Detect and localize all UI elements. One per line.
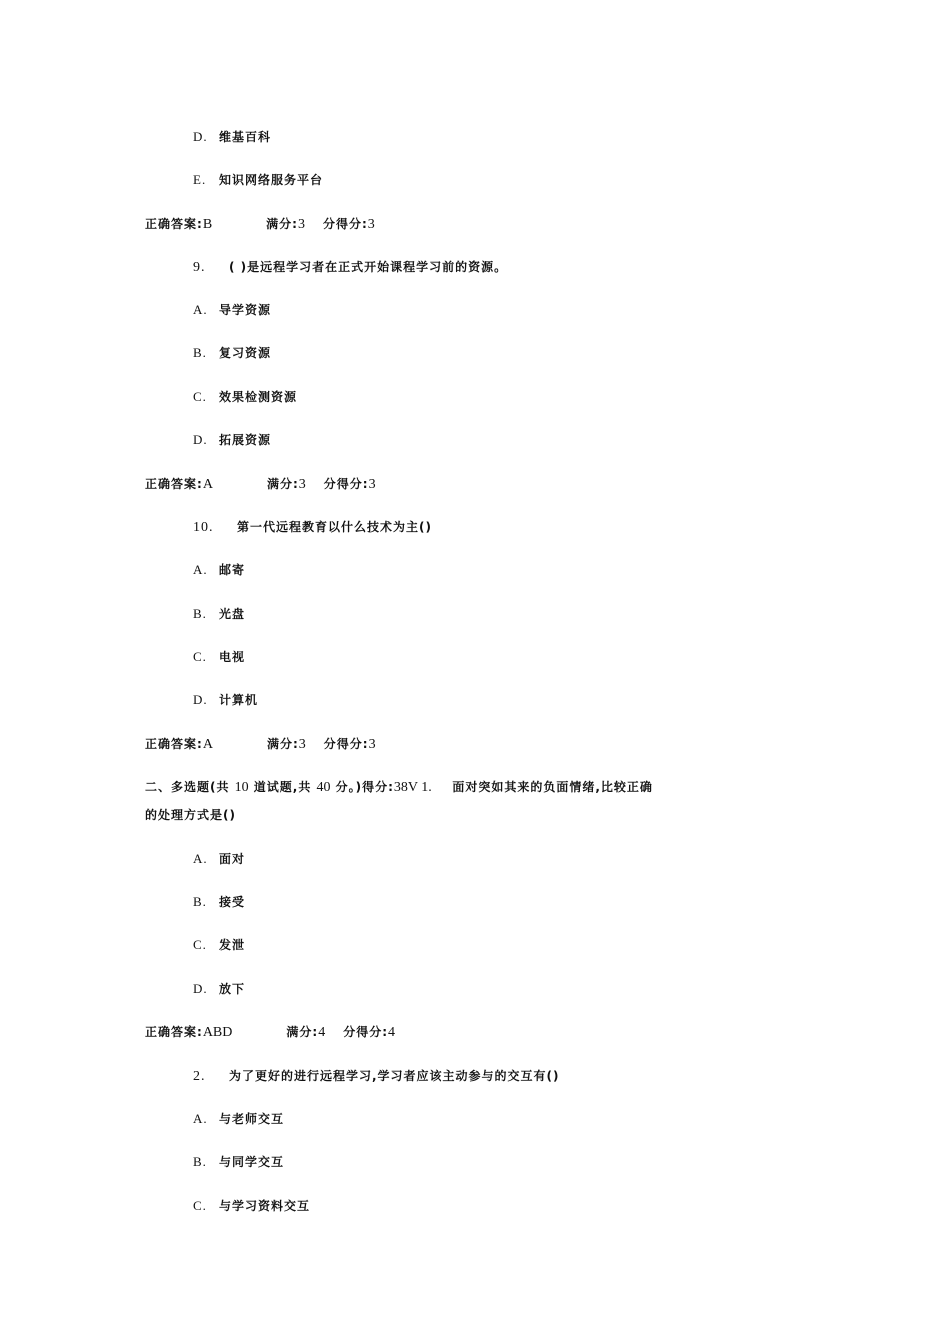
option-letter: C. xyxy=(193,937,207,952)
option-item xyxy=(193,561,245,580)
question-item xyxy=(193,518,432,537)
full-score-label: 满分: xyxy=(266,217,298,231)
score-label: 分得分: xyxy=(323,477,369,491)
option-letter: B. xyxy=(193,894,207,909)
section-title: 二、多选题(共 xyxy=(145,780,230,794)
option-letter: B. xyxy=(193,345,207,360)
answer-value: B xyxy=(202,217,213,232)
option-item xyxy=(193,691,258,710)
option-text: 拓展资源 xyxy=(219,433,272,447)
score-label: 分得分: xyxy=(343,1025,388,1039)
full-score-value: 4 xyxy=(318,1025,326,1040)
option-item xyxy=(193,128,271,147)
score-value: 3 xyxy=(367,217,375,232)
question-number: 2. xyxy=(193,1069,206,1084)
option-letter: C. xyxy=(193,389,207,404)
option-text: 邮寄 xyxy=(219,563,246,577)
option-letter: B. xyxy=(193,1154,207,1169)
section-score-label: 分。)得分: xyxy=(335,780,394,794)
option-text: 计算机 xyxy=(219,693,259,707)
option-text: 与学习资料交互 xyxy=(219,1199,311,1213)
question-continuation xyxy=(145,806,236,825)
answer-label: 正确答案: xyxy=(145,217,203,231)
option-item xyxy=(193,648,245,667)
option-text: 放下 xyxy=(219,982,246,996)
option-text: 导学资源 xyxy=(219,303,272,317)
option-letter: D. xyxy=(193,981,208,996)
answer-label: 正确答案: xyxy=(145,737,203,751)
score-value: 3 xyxy=(368,737,376,752)
option-text: 效果检测资源 xyxy=(219,390,298,404)
option-letter: A. xyxy=(193,562,208,577)
option-item xyxy=(193,431,271,450)
option-letter: D. xyxy=(193,432,208,447)
answer-line xyxy=(145,1023,395,1042)
score-value: 3 xyxy=(368,477,376,492)
option-letter: A. xyxy=(193,302,208,317)
full-score-value: 3 xyxy=(298,737,306,752)
full-score-value: 3 xyxy=(297,217,305,232)
answer-value: A xyxy=(202,477,213,492)
option-text: 复习资源 xyxy=(219,346,272,360)
option-text: 知识网络服务平台 xyxy=(219,173,324,187)
section-score-value: 38V 1. xyxy=(393,780,432,795)
section-title-part: 道试题,共 xyxy=(253,780,312,794)
option-text: 与老师交互 xyxy=(219,1112,285,1126)
option-text: 电视 xyxy=(219,650,246,664)
section-header xyxy=(145,778,653,797)
question-text-line2: 的处理方式是() xyxy=(145,808,236,822)
question-text: 第一代远程教育以什么技术为主() xyxy=(237,520,432,534)
question-text: ( )是远程学习者在正式开始课程学习前的资源。 xyxy=(229,260,508,274)
option-item xyxy=(193,1197,310,1216)
option-letter: D. xyxy=(193,129,208,144)
question-item xyxy=(193,1067,560,1086)
option-item xyxy=(193,893,245,912)
option-letter: A. xyxy=(193,1111,208,1126)
full-score-label: 满分: xyxy=(266,737,299,751)
option-item xyxy=(193,171,323,190)
option-item xyxy=(193,301,271,320)
option-text: 接受 xyxy=(219,895,246,909)
option-letter: D. xyxy=(193,692,208,707)
full-score-label: 满分: xyxy=(286,1025,319,1039)
answer-line xyxy=(145,735,376,754)
option-letter: C. xyxy=(193,649,207,664)
option-letter: E. xyxy=(193,172,207,187)
option-item xyxy=(193,1110,284,1129)
option-letter: B. xyxy=(193,606,207,621)
question-item xyxy=(193,258,507,277)
option-item xyxy=(193,1153,284,1172)
total-points: 40 xyxy=(316,780,331,795)
option-text: 维基百科 xyxy=(219,130,272,144)
answer-line xyxy=(145,475,376,494)
option-text: 面对 xyxy=(219,852,246,866)
option-item xyxy=(193,936,245,955)
score-label: 分得分: xyxy=(323,737,369,751)
score-value: 4 xyxy=(388,1025,395,1040)
answer-label: 正确答案: xyxy=(145,477,203,491)
full-score-label: 满分: xyxy=(266,477,299,491)
option-item xyxy=(193,605,245,624)
answer-value: A xyxy=(202,737,213,752)
question-count: 10 xyxy=(234,780,249,795)
question-text: 为了更好的进行远程学习,学习者应该主动参与的交互有() xyxy=(229,1069,560,1083)
answer-value: ABD xyxy=(202,1025,233,1040)
full-score-value: 3 xyxy=(298,477,306,492)
option-item xyxy=(193,344,271,363)
option-item xyxy=(193,980,245,999)
question-number: 10. xyxy=(193,520,214,535)
score-label: 分得分: xyxy=(322,217,368,231)
question-text: 面对突如其来的负面情绪,比较正确 xyxy=(452,780,653,794)
option-text: 与同学交互 xyxy=(219,1155,285,1169)
option-letter: A. xyxy=(193,851,208,866)
option-item xyxy=(193,850,245,869)
option-text: 发泄 xyxy=(219,938,246,952)
option-letter: C. xyxy=(193,1198,207,1213)
answer-label: 正确答案: xyxy=(145,1025,203,1039)
question-number: 9. xyxy=(193,260,206,275)
option-item xyxy=(193,388,297,407)
answer-line xyxy=(145,215,375,234)
option-text: 光盘 xyxy=(219,607,246,621)
